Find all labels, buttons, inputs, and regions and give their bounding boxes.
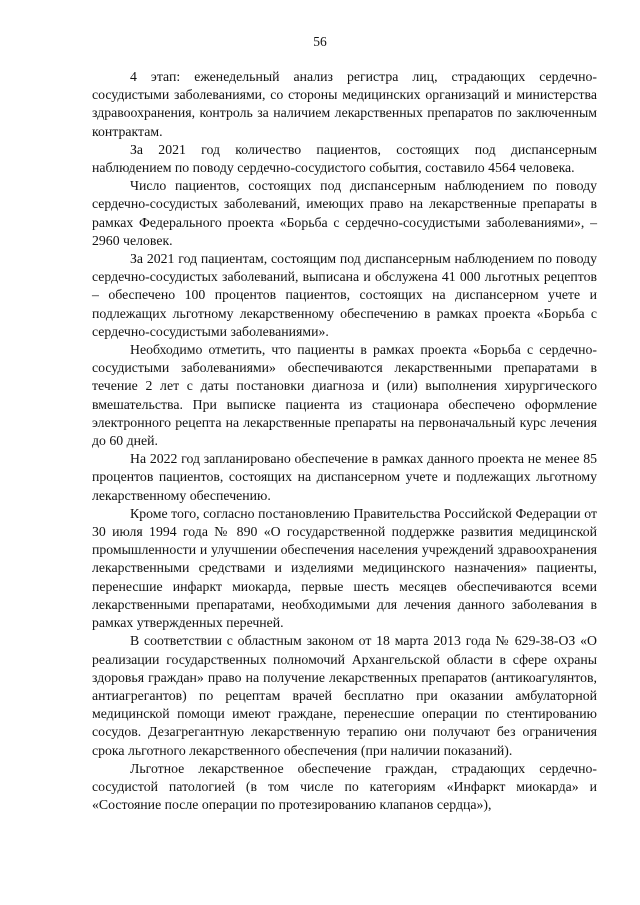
paragraph-government-resolution: Кроме того, согласно постановлению Правительства Российской Федерации от 30 июля 1994 года № 890 «О государственной поддержке развития медицинской промышленности и улучшении обеспечения населения учреждений здравоохранения лекарственными средствами и изделиями медицинского назначения» пациенты, перенесшие инфаркт миокарда, первые шесть месяцев обеспечиваются всеми лекарственными препаратами, необходимыми для лечения данного заболевания в рамках утвержденных перечней. <box>92 505 597 631</box>
paragraph-preferential-provision: Льготное лекарственное обеспечение граждан, страдающих сердечно-сосудистой патологией (в том числе по категориям «Инфаркт миокарда» и «Состояние после операции по протезированию клапанов сердца»), <box>92 760 597 813</box>
paragraph-prescriptions-2021: За 2021 год пациентам, состоящим под диспансерным наблюдением по поводу сердечно-сосудистых заболеваний, выписана и обслужена 41 000 льготных рецептов – обеспечено 100 процентов пациентов, состоящих на диспансерном учете и подлежащих льготному лекарственному обеспечению в рамках проекта «Борьба с сердечно-сосудистыми заболеваниями». <box>92 251 597 339</box>
page-number: 56 <box>313 34 327 49</box>
paragraph-eligible-patients: Число пациентов, состоящих под диспансерным наблюдением по поводу сердечно-сосудистых заболеваний, имеющих право на лекарственные препараты в рамках Федерального проекта «Борьба с сердечно-сосудистыми заболеваниями», – 2960 человек. <box>92 178 597 248</box>
paragraph-stage-4: 4 этап: еженедельный анализ регистра лиц, страдающих сердечно-сосудистыми заболеваниями, со стороны медицинских организаций и министерства здравоохранения, контроль за наличием лекарственных препаратов по заключенным контрактам. <box>92 69 597 139</box>
document-body <box>92 68 597 814</box>
paragraph-provision-period: Необходимо отметить, что пациенты в рамках проекта «Борьба с сердечно-сосудистыми заболеваниями» обеспечиваются лекарственными препаратами в течение 2 лет с даты постановки диагноза и (или) выполнения хирургического вмешательства. При выписке пациента из стационара обеспечено оформление электронного рецепта на лекарственные препараты на первоначальный курс лечения до 60 дней. <box>92 342 597 449</box>
paragraph-plan-2022: На 2022 год запланировано обеспечение в рамках данного проекта не менее 85 процентов пациентов, состоящих на диспансерном учете и подлежащих льготному лекарственному обеспечению. <box>92 451 597 503</box>
paragraph-regional-law: В соответствии с областным законом от 18 марта 2013 года № 629-38-ОЗ «О реализации государственных полномочий Архангельской области в сфере охраны здоровья граждан» право на получение лекарственных препаратов (антикоагулянтов, антиагрегантов) по рецептам врачей бесплатно при оказании амбулаторной медицинской помощи имеют граждане, перенесшие операции по стентированию сосудов. Дезагрегантную лекарственную терапию они получают без ограничения срока льготного лекарственного обеспечения (при наличии показаний). <box>92 633 597 758</box>
paragraph-patient-count-2021: За 2021 год количество пациентов, состоящих под диспансерным наблюдением по поводу сердечно-сосудистого события, составило 4564 человека. <box>92 141 597 176</box>
